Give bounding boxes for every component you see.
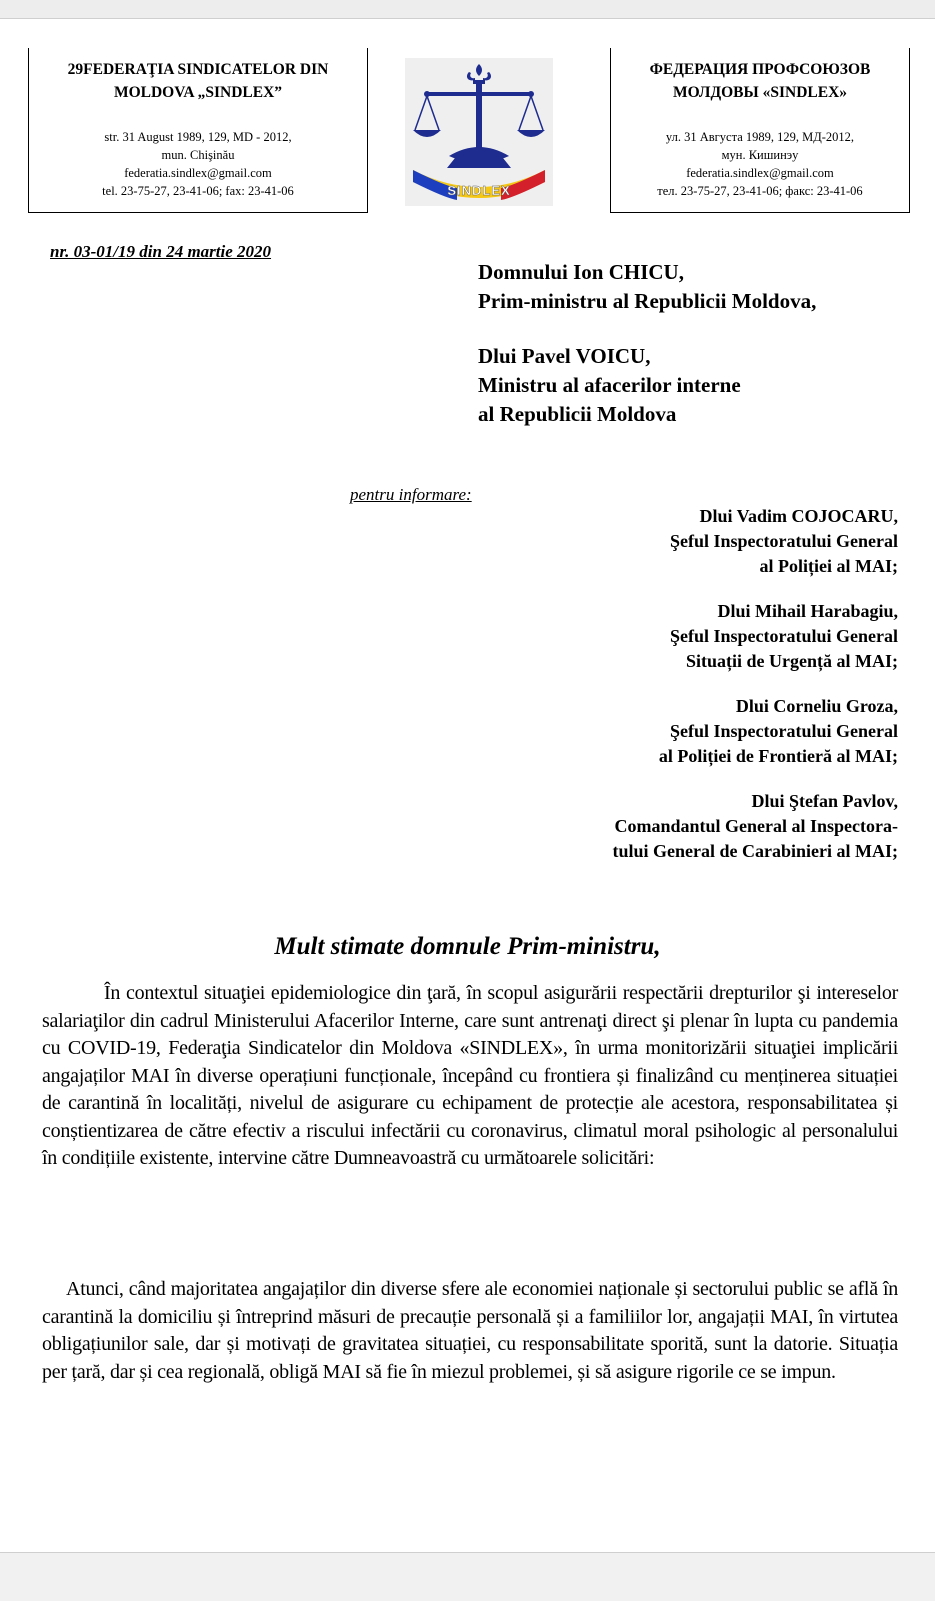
addressee-line: Ministru al afacerilor interne xyxy=(478,373,741,397)
cc-line: al Poliției de Frontieră al MAI; xyxy=(658,746,898,766)
document-reference: nr. 03-01/19 din 24 martie 2020 xyxy=(50,242,272,261)
paragraph-text: În contextul situaţiei epidemiologice din ţară, în scopul asigurării respectării drepturilor şi intereselor salariaţilor din cadrul Ministerului Afacerilor Interne, care sunt antrenaţi direct şi plenar în lupta cu pandemia cu COVID-19, Federaţia Sindicatelor din Moldova «SINDLEX», în urma monitorizării situaţiei implicării angajaților MAI în diverse operațiuni funcționale, începând cu frontiera și finalizând cu menținerea situației de carantină în localități, nivelul de asigurare cu echipament de protecție ale acestora, responsabilitatea și conștientizarea de către efectiv a riscului infectării cu coronavirus, climatul moral psihologic al personalului în condițiile existente, intervine către Dumneavoastră cu următoarele solicitări: xyxy=(42,982,898,1169)
phone-line: tel. 23-75-27, 23-41-06; fax: 23-41-06 xyxy=(102,184,294,198)
email-line: federatia.sindlex@gmail.com xyxy=(686,166,834,180)
addressee-interior-minister xyxy=(478,342,741,429)
body-paragraph xyxy=(42,980,898,1173)
address-line: ул. 31 Августа 1989, 129, МД-2012, xyxy=(665,130,855,144)
sindlex-logo-icon xyxy=(405,58,553,206)
address-line: mun. Chişinău xyxy=(161,148,235,162)
federation-name-ru: ФЕДЕРАЦИЯ ПРОФСОЮЗОВ МОЛДОВЫ «SINDLEX» xyxy=(649,61,871,101)
addressee-line: Prim-ministru al Republicii Moldova, xyxy=(478,289,817,313)
letterhead xyxy=(28,48,908,212)
paragraph-text: Atunci, când majoritatea angajaților din diverse sfere ale economiei naționale și sectorului public se află în carantină la domiciliu și întreprind măsuri de precauție personală și a familiilor lor, angajații MAI, în virtutea obligațiunilor sale, dar și motivați de gravitatea situației, cu responsabilitate sporită, sunt la datorie. Situația per țară, dar și cea regională, obligă MAI să fie în miezul problemei, și să asigure rigorile ce se impun. xyxy=(42,1278,898,1383)
address-ru xyxy=(611,128,909,200)
salutation: Mult stimate domnule Prim-ministru, xyxy=(274,933,661,960)
cc-recipient xyxy=(659,694,898,769)
federation-name-ro: 29FEDERAŢIA SINDICATELOR DIN MOLDOVA „SINDLEX” xyxy=(67,61,329,101)
cc-line: Dlui Ştefan Pavlov, xyxy=(751,791,898,811)
logo-text: SINDLEX xyxy=(447,183,511,198)
cc-line: Dlui Mihail Harabagiu, xyxy=(717,601,898,621)
cc-line: Şeful Inspectoratului General xyxy=(670,531,898,551)
cc-line: Şeful Inspectoratului General xyxy=(670,626,898,646)
letterhead-right xyxy=(610,48,910,213)
cc-line: Dlui Corneliu Groza, xyxy=(735,696,898,716)
phone-line: тел. 23-75-27, 23-41-06; факс: 23-41-06 xyxy=(657,184,863,198)
viewer-top-bar xyxy=(0,0,935,19)
email-line: federatia.sindlex@gmail.com xyxy=(124,166,272,180)
addressee-line: Domnului Ion CHICU, xyxy=(478,260,684,284)
cc-line: al Poliției al MAI; xyxy=(759,556,898,576)
cc-line: Comandantul General al Inspectora- xyxy=(614,816,898,836)
cc-line: Şeful Inspectoratului General xyxy=(670,721,898,741)
cc-recipient xyxy=(670,504,898,579)
cc-recipient xyxy=(670,599,898,674)
letterhead-logo-column xyxy=(367,48,609,212)
address-line: str. 31 August 1989, 129, MD - 2012, xyxy=(104,130,292,144)
address-line: мун. Кишинэу xyxy=(721,148,799,162)
cc-line: tului General de Carabinieri al MAI; xyxy=(612,841,898,861)
addressee-line: al Republicii Moldova xyxy=(478,402,677,426)
addressee-prime-minister xyxy=(478,258,816,316)
letterhead-left xyxy=(28,48,368,213)
viewer-bottom-bar xyxy=(0,1552,935,1601)
cc-recipient xyxy=(613,789,898,864)
address-ro xyxy=(29,128,367,200)
addressee-line: Dlui Pavel VOICU, xyxy=(478,344,651,368)
for-information-label: pentru informare: xyxy=(350,485,472,504)
cc-line: Dlui Vadim COJOCARU, xyxy=(699,506,898,526)
cc-line: Situații de Urgență al MAI; xyxy=(686,651,898,671)
body-paragraph xyxy=(42,1276,898,1386)
